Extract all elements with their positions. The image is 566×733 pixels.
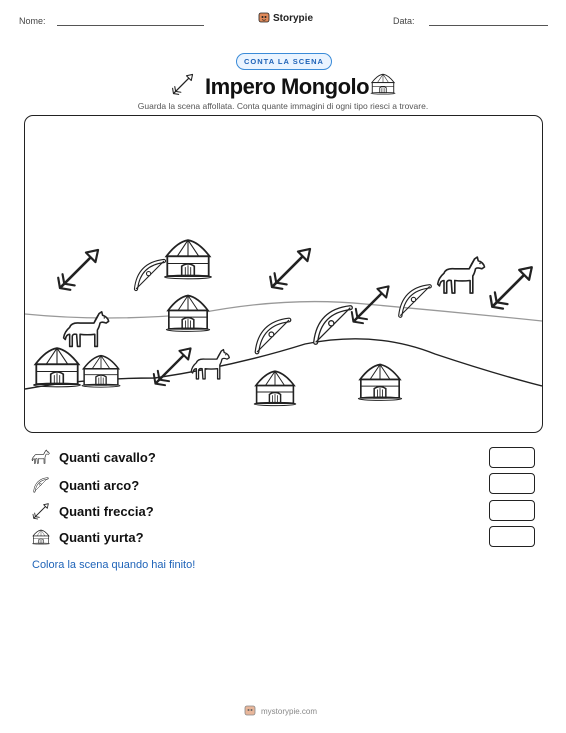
arrow-icon: [170, 71, 196, 97]
yurt-icon: [31, 528, 51, 546]
answer-box[interactable]: [489, 526, 535, 547]
storypie-icon: [258, 11, 270, 26]
color-instruction: Colora la scena quando hai finito!: [32, 559, 196, 571]
question-text: Quanti arco?: [59, 477, 140, 493]
answer-box[interactable]: [489, 500, 535, 521]
scene-yurt: [34, 348, 81, 387]
answer-box[interactable]: [489, 447, 535, 468]
question-bow: [31, 475, 139, 495]
activity-badge: CONTA LA SCENA: [236, 53, 332, 70]
question-horse: [31, 448, 156, 466]
scene-horse: [191, 350, 229, 379]
scene-yurt: [358, 365, 401, 401]
scene-arrow: [154, 348, 191, 385]
scene-bow: [257, 320, 289, 352]
footer: [244, 704, 317, 718]
question-arrow: [31, 501, 154, 521]
brand-logo: [258, 11, 313, 26]
scene-arrow: [270, 249, 310, 289]
bow-icon: [31, 475, 51, 495]
horse-icon: [31, 448, 51, 466]
question-yurt: [31, 528, 144, 546]
question-text: Quanti freccia?: [59, 503, 154, 519]
question-text: Quanti cavallo?: [59, 449, 156, 465]
scene-horse: [438, 257, 485, 293]
counting-scene: [24, 115, 543, 433]
question-text: Quanti yurta?: [59, 529, 144, 545]
scene-yurt: [165, 240, 212, 279]
scene-arrow: [490, 267, 531, 308]
brand-name: Storypie: [273, 13, 314, 24]
scene-yurt: [166, 296, 209, 332]
scene-arrow: [58, 250, 98, 290]
yurt-icon: [369, 72, 397, 96]
scene-drawing: [25, 116, 542, 432]
footer-url[interactable]: mystorypie.com: [261, 706, 318, 716]
arrow-icon: [31, 501, 51, 521]
name-label: Nome:: [19, 16, 46, 26]
page-title: Impero Mongolo: [205, 74, 370, 99]
scene-arrow: [352, 286, 389, 323]
scene-yurt: [82, 356, 120, 388]
name-field[interactable]: [57, 25, 204, 26]
scene-bow: [316, 308, 351, 343]
answer-box[interactable]: [489, 473, 535, 494]
date-field[interactable]: [429, 25, 548, 26]
storypie-icon: [244, 704, 256, 718]
date-label: Data:: [393, 16, 415, 26]
scene-yurt: [254, 371, 296, 405]
scene-bow: [136, 261, 164, 289]
scene-bow: [400, 286, 429, 315]
instructions: Guarda la scena affollata. Conta quante immagini di ogni tipo riesci a trovare.: [137, 101, 429, 111]
